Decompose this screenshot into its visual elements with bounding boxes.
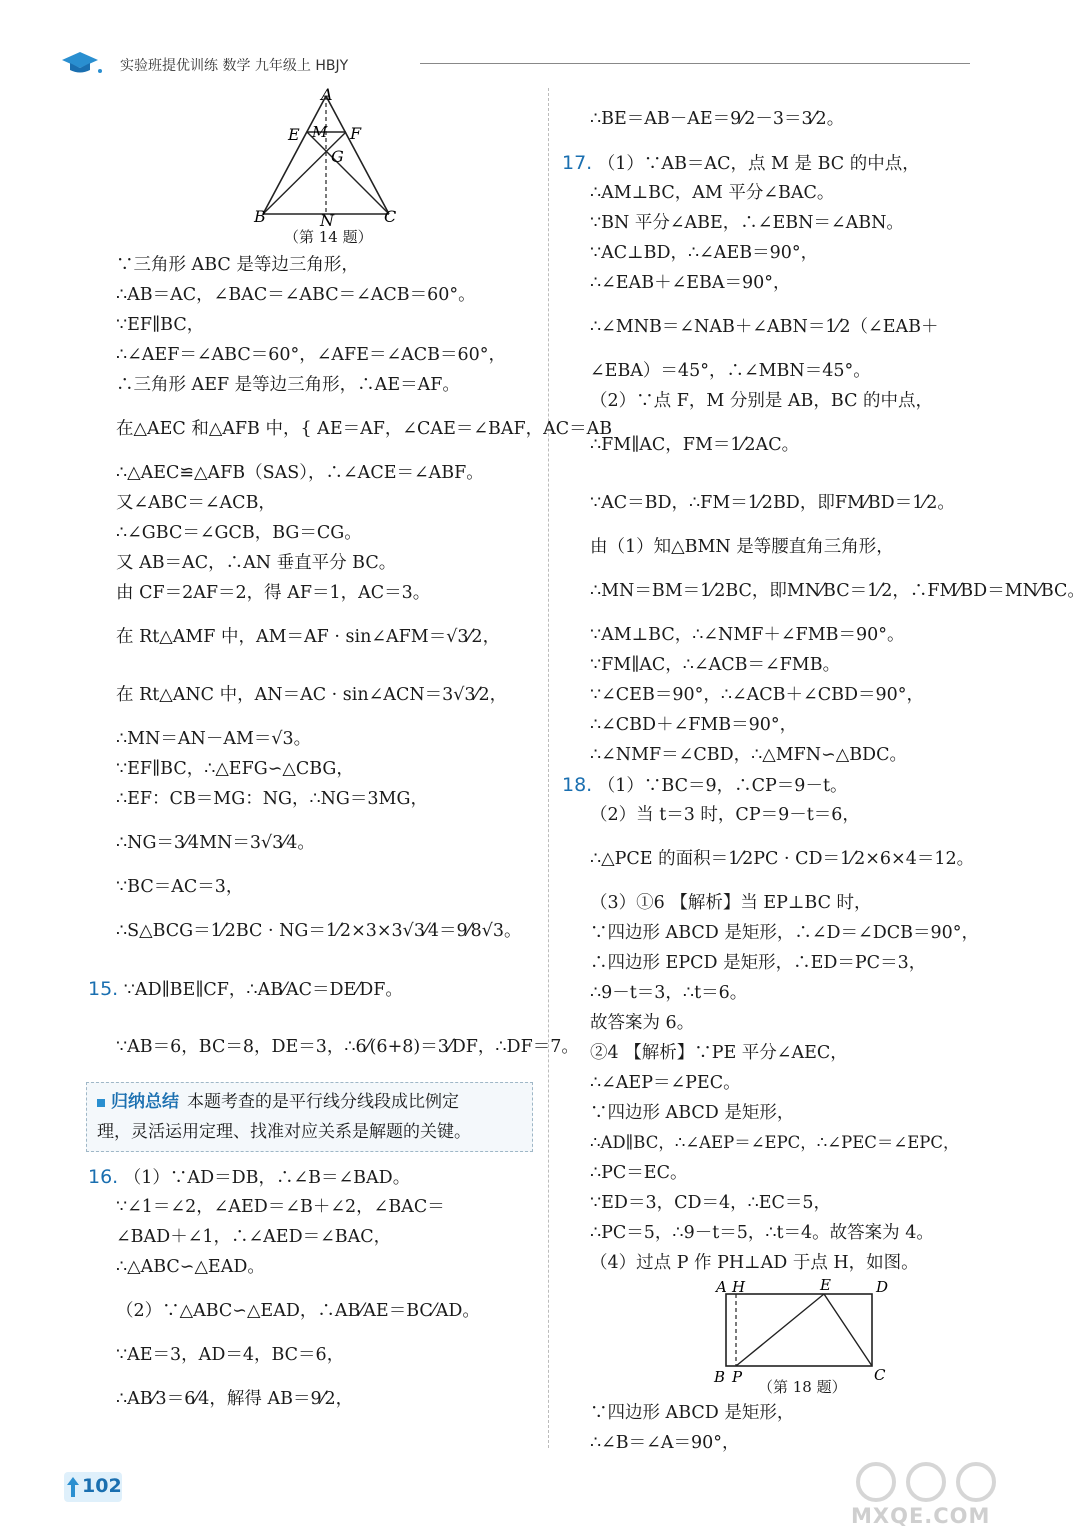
solution-line: ∵四边形 ABCD 是矩形，∴∠D＝∠DCB＝90°， [590,923,980,943]
solution-line: ∴AB⁄3＝6⁄4，解得 AB＝9⁄2， [116,1389,354,1409]
column-divider [548,88,549,1448]
solution-line: ∴FM∥AC，FM＝1⁄2AC。 [590,435,800,455]
solution-line: ∵AD∥BE∥CF，∴AB⁄AC＝DE⁄DF。 [123,980,403,1000]
solution-line: （4）过点 P 作 PH⊥AD 于点 H，如图。 [590,1253,919,1273]
solution-line: （2）∵点 F，M 分别是 AB，BC 的中点， [590,391,934,411]
solution-line: ∴∠EAB＋∠EBA＝90°， [590,273,791,293]
solution-line: ∴NG＝3⁄4MN＝3√3⁄4。 [116,833,315,853]
solution-line: ②4 【解析】∵PE 平分∠AEC， [590,1043,848,1063]
label-m: M [312,123,328,141]
solution-line: ∵∠CEB＝90°，∴∠ACB＋∠CBD＝90°， [590,685,924,705]
solution-line: 又∠ABC＝∠ACB， [116,493,276,513]
question-15 [88,960,579,1076]
solution-line: （2）当 t＝3 时，CP＝9－t＝6， [590,805,860,825]
figure-18 [562,1278,1012,1398]
page-header [60,50,970,78]
question-number: 18. [562,774,593,796]
solution-line: ∴四边形 EPCD 是矩形，∴ED＝PC＝3， [590,953,927,973]
solution-line: ∵BN 平分∠ABE，∴∠EBN＝∠ABN。 [590,213,904,233]
question-number: 15. [88,978,119,1000]
solution-line: ∴∠B＝∠A＝90°， [590,1433,740,1453]
figure-14 [88,85,540,250]
label-a: A [716,1278,727,1296]
solution-line: （1）∵BC＝9，∴CP＝9－t。 [597,776,848,796]
watermark-logo [846,1460,1016,1506]
solution-line: ∴∠NMF＝∠CBD，∴△MFN∽△BDC。 [590,745,907,765]
solution-line: ∴9－t＝3，∴t＝6。 [590,983,748,1003]
label-e: E [820,1276,831,1294]
solution-line: ∵FM∥AC，∴∠ACB＝∠FMB。 [590,655,841,675]
solution-line: ∵AC＝BD，∴FM＝1⁄2BD，即FM⁄BD＝1⁄2。 [590,493,955,513]
up-arrow-icon [66,1476,80,1498]
solution-line: ∴MN＝AN－AM＝√3。 [116,729,312,749]
label-d: D [876,1278,889,1296]
label-c: C [874,1366,886,1384]
solution-line: ∴AD∥BC，∴∠AEP＝∠EPC，∴∠PEC＝∠EPC， [590,1133,960,1152]
label-a: A [321,85,333,104]
label-b: B [254,207,266,226]
right-column [562,90,1085,1458]
question-17 [562,148,1085,770]
question-number: 17. [562,152,593,174]
header-rule [420,63,970,64]
label-f: F [350,124,362,143]
solution-line: 又 AB＝AC，∴AN 垂直平分 BC。 [116,553,397,573]
label-h: H [732,1278,746,1296]
solution-line: ∴PC＝5，∴9－t＝5，∴t＝4。故答案为 4。 [590,1223,934,1243]
watermark [846,1460,1016,1530]
solution-line: ∴∠AEF＝∠ABC＝60°，∠AFE＝∠ACB＝60°， [116,345,507,365]
solution-line: ∴S△BCG＝1⁄2BC · NG＝1⁄2×3×3√3⁄4＝9⁄8√3。 [116,921,522,941]
solution-line: ∵∠1＝∠2，∠AED＝∠B＋∠2，∠BAC＝ [116,1197,445,1217]
solution-line: ∠EBA）＝45°，∴∠MBN＝45°。 [590,361,871,381]
question-number: 16. [88,1166,119,1188]
label-b: B [714,1368,726,1386]
summary-box [86,1082,533,1152]
header-title: 实验班提优训练 数学 九年级上 HBJY [120,58,349,74]
watermark-text: MXQE.COM [851,1504,991,1528]
solution-line: 由 CF＝2AF＝2，得 AF＝1，AC＝3。 [116,583,431,603]
solution-line: ∴AM⊥BC，AM 平分∠BAC。 [590,183,835,203]
label-e: E [288,125,300,144]
solution-line: （3）①6 【解析】当 EP⊥BC 时， [590,893,872,913]
solution-line: ∴△AEC≌△AFB（SAS），∴∠ACE＝∠ABF。 [116,463,484,483]
solution-line: ∴∠GBC＝∠GCB，BG＝CG。 [116,523,362,543]
solution-line: 在 Rt△AMF 中，AM＝AF · sin∠AFM＝√3⁄2， [116,627,501,647]
solution-line: ∠BAD＋∠1，∴∠AED＝∠BAC， [116,1227,392,1247]
solution-line: ∵EF∥BC，∴△EFG∽△CBG， [116,759,354,779]
figure-14-caption: （第 14 题） [284,228,373,246]
summary-text: 本题考查的是平行线分线段成比例定 [187,1092,459,1112]
solution-line: ∵AC⊥BD，∴∠AEB＝90°， [590,243,819,263]
summary-text: 理，灵活运用定理、找准对应关系是解题的关键。 [97,1122,471,1142]
solution-line: ∴EF：CB＝MG：NG，∴NG＝3MG， [116,789,428,809]
label-p: P [732,1368,743,1386]
solution-line: 在 Rt△ANC 中，AN＝AC · sin∠ACN＝3√3⁄2， [116,685,508,705]
solution-line: ∵AB＝6，BC＝8，DE＝3，∴6⁄(6+8)＝3⁄DF，∴DF＝7。 [116,1037,579,1057]
solution-line: （2）∵△ABC∽△EAD，∴AB⁄AE＝BC⁄AD。 [116,1301,480,1321]
solution-line: ∴△PCE 的面积＝1⁄2PC · CD＝1⁄2×6×4＝12。 [590,849,975,869]
question-16 [88,1162,540,1428]
solution-line: ∴PC＝EC。 [590,1163,688,1183]
solution-line: ∵四边形 ABCD 是矩形， [590,1103,795,1123]
solution-line: 在△AEC 和△AFB 中，{ AE＝AF，∠CAE＝∠BAF，AC＝AB [116,419,613,439]
solution-line: ∵AE＝3，AD＝4，BC＝6， [116,1345,345,1365]
solution-line: ∴∠CBD＋∠FMB＝90°， [590,715,798,735]
question-18 [562,770,1012,1458]
solution-line: （1）∵AB＝AC，点 M 是 BC 的中点， [597,154,920,174]
solution-line: ∴MN＝BM＝1⁄2BC，即MN⁄BC＝1⁄2，∴FM⁄BD＝MN⁄BC。 [590,581,1085,601]
solution-line: ∵EF∥BC， [116,315,205,335]
label-n: N [320,211,334,230]
solution-line: ∵ED＝3，CD＝4，∴EC＝5， [590,1193,832,1213]
graduation-cap-icon [60,50,106,76]
solution-line: 由（1）知△BMN 是等腰直角三角形， [590,537,894,557]
summary-title: 归纳总结 [111,1092,179,1112]
solution-line: ∴BE＝AB－AE＝9⁄2－3＝3⁄2。 [590,109,845,129]
label-c: C [384,207,397,226]
solution-line: ∴AB＝AC，∠BAC＝∠ABC＝∠ACB＝60°。 [116,285,476,305]
solution-line: ∴∠MNB＝∠NAB＋∠ABN＝1⁄2（∠EAB＋ [590,317,939,337]
label-g: G [331,147,344,166]
solution-line: ∵四边形 ABCD 是矩形， [590,1403,795,1423]
solution-line: ∵BC＝AC＝3， [116,877,244,897]
solution-line: （1）∵AD＝DB，∴∠B＝∠BAD。 [123,1168,411,1188]
solution-line: ∵三角形 ABC 是等边三角形， [116,255,359,275]
summary-square-icon [97,1099,105,1107]
solution-line: ∴∠AEP＝∠PEC。 [590,1073,741,1093]
solution-line: ∴△ABC∽△EAD。 [116,1257,265,1277]
solution-line: ∵AM⊥BC，∴∠NMF＋∠FMB＝90°。 [590,625,905,645]
solution-line: ∴三角形 AEF 是等边三角形，∴AE＝AF。 [116,375,460,395]
solution-line: 故答案为 6。 [590,1013,695,1033]
page-number: 102 [82,1475,122,1497]
page-number-badge [64,1472,122,1502]
figure-18-caption: （第 18 题） [758,1378,847,1396]
